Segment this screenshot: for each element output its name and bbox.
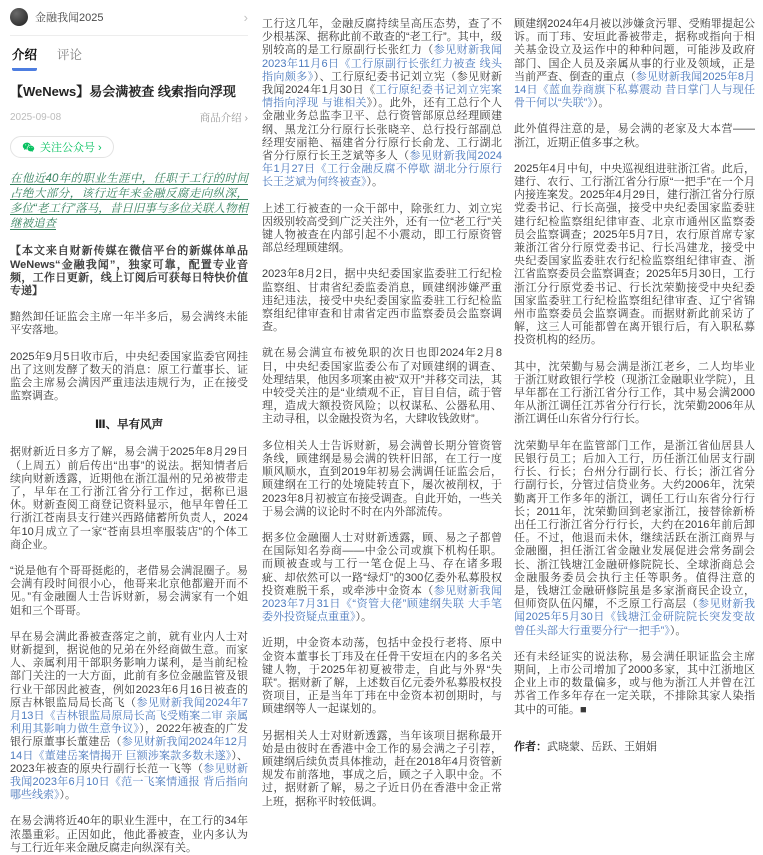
text-segment: 此外值得注意的是，易会满的老家及大本营——浙江，近期正值多事之秋。 (514, 123, 755, 149)
text-segment: 2025年9月5日收市后，中央纪委国家监委官网挂出了这则发酵了数天的消息：原工行董事长、证监会主席易会满因严重违法违规行为，正在接受监察调查。 (10, 350, 248, 403)
wechat-icon (22, 141, 35, 154)
paragraph (10, 351, 248, 404)
chevron-right-icon[interactable]: › (243, 9, 248, 25)
paragraph (262, 532, 502, 624)
text-segment: 》）。此外，还有工总行个人金融业务总监李卫平、总行资管部原总经理顾建纲、黑龙江分行原行长张晓辛、总行投行部副总经理安丽艳、福建省分行原行长俞龙、工行湖北省分行原行长王芝斌等多人（ (262, 97, 503, 163)
paragraph (262, 18, 502, 190)
paragraph (262, 637, 502, 716)
reference-link[interactable]: 参见财新我闻2025年8月14日《蓝血券商旗下私募震动 昔日掌门人与现任骨干何以“失联”》 (514, 70, 756, 110)
paragraph (262, 203, 502, 256)
text-segment: 工行这几年，金融反腐持续呈高压态势，查了不少根基深、据称此前不敢查的“老工行”。其中，级别较高的是工行原副行长张红力（ (262, 18, 502, 57)
article-deck: 在他近40年的职业生涯中，任职于工行的时间占绝大部分，该行近年来金融反腐走向纵深，多位“老工行”落马，昔日旧事与多位关联人物相继被追查 (10, 173, 248, 230)
follow-account-button[interactable] (10, 136, 114, 158)
text-segment: 沈荣勤早年在监管部门工作，是浙江省仙居县人民银行员工；后加入工行，历任浙江仙居支行副行长、行长；台州分行副行长、行长；浙江省分行副行长，分管过信贷业务。大约2006年，沈荣勤离开工作多年的浙江，调任工行山东省分行行长；2011年，沈荣勤回到老家浙江，接替徐新桥出任工行浙江省分行行长，大约在2016年前后卸任。不过，他退而未休，继续活跃在浙江商界与金融圈，担任浙江省金融业发展促进会常务副会长、浙江钱塘江金融研修院院长、全球浙商总会金融服务委员会执行主任等职务。值得注意的是，钱塘江金融研修院虽是多家浙商民企设立，但师资队伍闪耀，不乏原工行高层（ (514, 439, 755, 611)
text-segment: ），2022年被查的广发银行原董事长董建岳（ (10, 723, 248, 749)
lead-paragraph (10, 245, 248, 298)
text-segment: 其中，沈荣勤与易会满是浙江老乡，二人均毕业于浙江财政银行学校（现浙江金融职业学院），且早年都在工行浙江省分行工作，其中易会满2000年从浙江调任江苏省分行行长，沈荣勤2006年从浙江调任山东省分行行长。 (514, 360, 755, 426)
text-column-1 (10, 245, 248, 855)
text-segment: 据多位金融圈人士对财新透露，顾、易之子都曾在国际知名券商——中金公司或旗下机构任职。而顾被查或与工行一笔仓促上马、存在诸多瑕疵、却依然可以一路“绿灯”的300亿委外私募股权投资难脱干系，或牵涉中金资本（ (262, 531, 502, 597)
text-segment: ）。 (592, 97, 610, 110)
author-label: 作者： (514, 740, 547, 753)
text-segment: 多位相关人士告诉财新，易会满曾长期分管资管条线，顾建纲是易会满的铁杆旧部，在工行一度顺风顺水，直到2019年初易会满调任证监会后，顾建纲在工行的处境陡转直下，屡次被削权，于2023年8月初被宣布接受调查。自此开始，一些关于易会满的议论时不时在内外部流传。 (262, 439, 502, 518)
text-segment: 顾建纲2024年4月被以涉嫌贪污罪、受贿罪提起公诉。而丁玮、安垣此番被带走，据称或指向于相关基金设立及运作中的种种问题，可能涉及政府部门、国企人员及亲属从事的行业及领域，正是当前严查、倒查的重点（ (514, 18, 755, 83)
tab-intro[interactable]: 介绍 (12, 45, 37, 71)
tab-comments[interactable]: 评论 (57, 48, 83, 62)
reference-link[interactable]: 参见财新我闻2024年12月14日《董建岳案情揭开 巨额涉案款多数未遂》 (10, 736, 248, 762)
paragraph (514, 18, 755, 110)
text-segment: ）、工行原纪委书记刘立宪（参见财新我闻2024年1月30日《 (262, 70, 503, 97)
paragraph (10, 446, 248, 552)
paragraph (514, 361, 755, 427)
text-segment: ）。 (669, 624, 687, 637)
reference-link[interactable]: 参见财新我闻2023年7月31日《“资管大佬”顾建纲失联 大手笔委外投资疑点重重》 (262, 584, 502, 624)
article-column-2 (262, 0, 503, 808)
reference-link[interactable]: 参见财新我闻2023年11月6日《工行原副行长张红力被查 线头指向颇多》 (262, 44, 502, 83)
text-segment: ）。 (366, 176, 383, 189)
article-title: 【WeNews】易会满被查 线索指向浮现 (10, 84, 236, 99)
text-segment: 另据相关人士对财新透露，当年该项目据称最开始是由彼时在香港中金工作的易会满之子引荐，顾建纲后续负责具体推动，赶在2018年4月资管新规发布前落地，事成之后，顾之子入职中金。不过，据财新了解，易之子近日仍在香港中金正常上班，据称平时较低调。 (262, 729, 502, 808)
paragraph (514, 651, 755, 717)
paragraph (10, 311, 248, 337)
meta-row (10, 110, 248, 125)
author-names: 武晓蒙、岳跃、王娟娟 (547, 740, 657, 753)
article-column-1 (10, 0, 249, 854)
reference-link[interactable]: 参见财新我闻2024年1月27日《工行金融反腐不停歇 湖北分行原行长王芝斌为何终被查》 (262, 150, 502, 189)
reference-link[interactable]: 参见财新我闻2024年7月13日《吉林银监局原局长高飞受贿案二审 亲属利用其影响力做生意争议》 (10, 696, 249, 736)
article-column-3 (514, 0, 755, 804)
text-segment: 2025年4月中旬，中央巡视组进驻浙江省。此后，建行、农行、工行浙江省分行原“一把手”在一个月内接连案发。2025年4月29日，建行浙江省分行原党委书记、行长高强，接受中央纪委国家监委驻建行纪检监察组纪律审查、北京市通州区监察委员会监察调查；2025年5月7日，农行原首席专家兼浙江省分行原党委书记、行长冯建龙，接受中央纪委国家监委驻农行纪检监察组纪律审查、浙江省监察委员会监察调查；2025年5月30日，工行浙江分行原党委书记、行长沈荣勤接受中央纪委国家监委驻工行纪检监察组纪律审查、辽宁省锦州市监察委员会监察调查。而据财新此前采访了解，这三人可能都曾在离开银行后，有入职私募投资机构的经历。 (514, 162, 755, 347)
paragraph (10, 815, 248, 855)
text-segment: ）。 (59, 789, 76, 802)
paragraph (514, 440, 755, 638)
account-header[interactable] (10, 0, 248, 36)
product-intro-link[interactable]: 商品介绍 › (199, 112, 248, 125)
account-avatar (10, 8, 28, 26)
follow-button-label: 关注公众号 › (40, 142, 102, 155)
paragraph (262, 347, 502, 426)
section-heading: Ⅲ、早有风声 (94, 419, 164, 432)
account-name: 金融我闻2025 (35, 12, 104, 24)
text-segment: 就在易会满宣布被免职的次日也即2024年2月8日，中央纪委国家监委公布了对顾建纲的调查、处理结果，他因多项案由被“双开”并移交司法，其中较受关注的是“业绩观不正，盲目自信，疏于管理，造成大额投资风险；以权谋私、公器私用、主动寻租，以金融投资为名，大肆收钱敛财”。 (262, 347, 502, 426)
text-segment: 还有未经证实的说法称，易会满任职证监会主席期间，上市公司增加了2000多家，其中江浙地区企业上市的数量偏多，或与他为浙江人并曾在江苏省工作多年存在一定关联，不排除其家人染指其中的可能。■ (514, 650, 755, 716)
text-segment: “说是他有个哥哥挺彪的，老借易会满混圈子。易会满有段时间很小心，他哥来北京他都避开而不见。”有金融圈人士告诉财新，易会满家有一个姐姐和三个哥哥。 (10, 565, 248, 617)
tab-bar (10, 36, 248, 71)
text-segment: 2023年8月2日，据中央纪委国家监委驻工行纪检监察组、甘肃省纪委监委消息，顾建纲涉嫌严重违纪违法，接受中央纪委国家监委驻工行纪检监察组纪律审查和甘肃省定西市监察委员会监察调查。 (262, 268, 502, 334)
text-segment: 【本文来自财新传媒在微信平台的新媒体单品 WeNews“金融我闻”，独家可靠，配置专业音频，工作日更新，线上订阅后可获每日特快价值专递】 (10, 245, 248, 297)
text-segment: 上述工行被查的一众干部中，除张红力、刘立宪因级别较高受到广泛关注外，还有一位“老工行”关键人物被查在内部引起不小震动，即工行原资管部总经理顾建纲。 (262, 202, 502, 255)
paragraph (10, 565, 248, 618)
reference-link[interactable]: 参见财新我闻2025年5月30日《钱塘江金研院院长突发变故 曾任头部大行重要分行“一把手”》 (514, 598, 755, 637)
author-line (514, 741, 755, 754)
paragraph (262, 268, 502, 334)
text-segment: ）。 (355, 611, 372, 624)
text-segment: 早在易会满此番被查落定之前，就有业内人士对财新提到，据说他的兄弟在外经商做生意。而家人、亲属利用干部职务影响力谋利，是当前纪检部门关注的一大方面，此前有多位金融监管及银行业干部因此被查，例如2023年6月16日被查的原吉林银监局局长高飞（ (10, 630, 248, 709)
text-segment: 在易会满将近40年的职业生涯中，在工行的34年浓墨重彩。正因如此，他此番被查，业内多认为与工行近年来金融反腐走向纵深有关。 (10, 815, 248, 854)
text-segment: 近期，中金资本动荡，包括中金投行老将、原中金资本董事长丁玮及在任骨干安垣在内的多名关键人物，于2025年初夏被带走，自此与外界“失联”。据财新了解，上述数百亿元委外私募股权投资项目，正是当年丁玮在中金资本初创期时，与顾建纲等人一起谋划的。 (262, 637, 502, 716)
paragraph (10, 631, 248, 803)
text-column-2 (262, 18, 502, 809)
paragraph (262, 440, 502, 519)
paragraph (514, 123, 755, 149)
reference-link[interactable]: 参见财新我闻2023年6月10日《范一飞案情通报 背后指向哪些线索》 (10, 762, 248, 802)
text-column-3 (514, 18, 755, 754)
publish-date: 2025-09-08 (10, 112, 62, 124)
reference-link[interactable]: 工行原纪委书记刘立宪案情指向浮现 与谁相关 (262, 84, 503, 110)
paragraph (514, 163, 755, 348)
paragraph (262, 730, 502, 809)
text-segment: 据财新近日多方了解，易会满于2025年8月29日（上周五）前后传出“出事”的说法。据知情者后续向财新透露，近期他在浙江温州的兄弟被带走了，早年在工行浙江省分行工作过，据称已退休。财新查阅工商登记资料显示，他早年曾任工行浙江苍南县支行建兴西路储蓄所负责人，2024年10月成立了一家“苍南县坦率服装店”的个体工商企业。 (10, 446, 248, 551)
text-segment: 黯然卸任证监会主席一年半多后，易会满终未能平安落地。 (10, 311, 248, 337)
text-segment: ）、2023年被查的原央行副行长范一飞等（ (10, 749, 248, 775)
